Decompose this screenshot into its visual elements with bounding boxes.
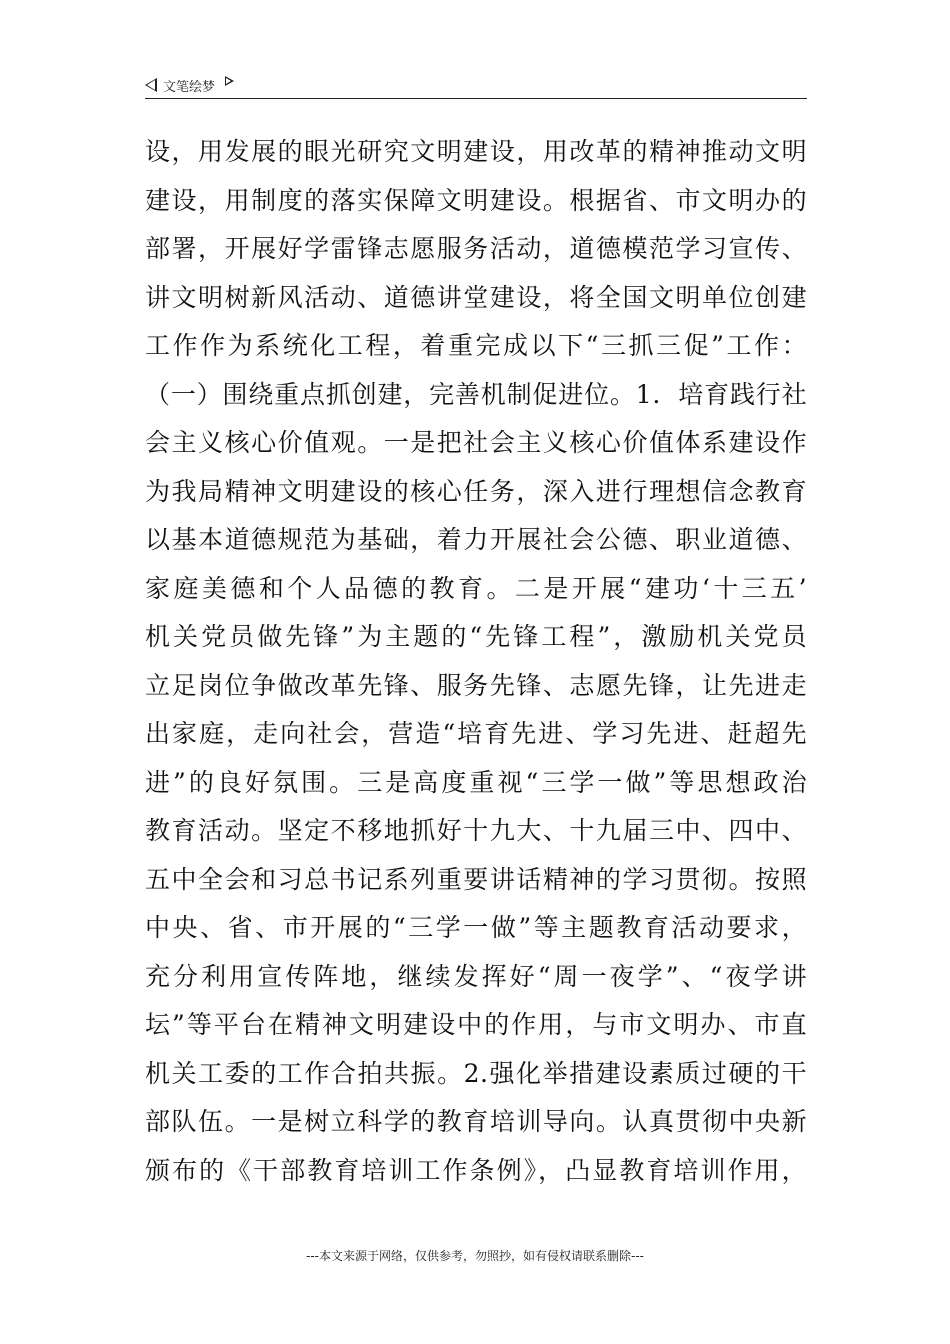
document-body xyxy=(145,128,807,1195)
body-line: 为我局精神文明建设的核心任务，深入进行理想信念教育 xyxy=(145,476,807,506)
body-line: 机关工委的工作合拍共振。2.强化举措建设素质过硬的干 xyxy=(145,1058,807,1088)
body-line: 教育活动。坚定不移地抓好十九大、十九届三中、四中、 xyxy=(145,816,807,845)
body-line: 立足岗位争做改革先锋、服务先锋、志愿先锋，让先进走 xyxy=(145,670,807,700)
page-header xyxy=(145,72,807,98)
body-line: 讲文明树新风活动、道德讲堂建设，将全国文明单位创建 xyxy=(145,282,807,312)
body-line: 中央、省、市开展的“三学一做”等主题教育活动要求， xyxy=(145,913,807,942)
body-line: 充分利用宣传阵地，继续发挥好“周一夜学”、“夜学讲 xyxy=(145,961,807,991)
body-line: 颁布的《干部教育培训工作条例》，凸显教育培训作用， xyxy=(145,1155,807,1185)
body-line: 工作作为系统化工程，着重完成以下“三抓三促”工作： xyxy=(145,331,807,360)
header-title: 文笔绘梦 xyxy=(163,79,216,95)
triangle-right-icon xyxy=(225,76,234,86)
body-line: 部队伍。一是树立科学的教育培训导向。认真贯彻中央新 xyxy=(145,1107,807,1136)
footer-disclaimer: ---本文来源于网络，仅供参考，勿照抄，如有侵权请联系删除--- xyxy=(306,1249,644,1263)
body-line: 进”的良好氛围。三是高度重视“三学一做”等思想政治 xyxy=(145,767,807,797)
body-line: 建设，用制度的落实保障文明建设。根据省、市文明办的 xyxy=(145,185,807,215)
body-line: 以基本道德规范为基础，着力开展社会公德、职业道德、 xyxy=(145,525,807,554)
header-divider xyxy=(145,98,807,99)
body-line: 部署，开展好学雷锋志愿服务活动，道德模范学习宣传、 xyxy=(145,234,807,263)
body-line: 家庭美德和个人品德的教育。二是开展“建功‘十三五’ xyxy=(145,573,807,603)
body-line: 坛”等平台在精神文明建设中的作用，与市文明办、市直 xyxy=(145,1010,807,1039)
body-line: （一）围绕重点抓创建，完善机制促进位。1．培育践行社 xyxy=(145,379,807,409)
triangle-left-icon xyxy=(145,78,157,92)
body-line: 设，用发展的眼光研究文明建设，用改革的精神推动文明 xyxy=(145,137,807,166)
body-line: 五中全会和习总书记系列重要讲话精神的学习贯彻。按照 xyxy=(145,864,807,894)
body-line: 机关党员做先锋”为主题的“先锋工程”，激励机关党员 xyxy=(145,622,807,651)
body-line: 会主义核心价值观。一是把社会主义核心价值体系建设作 xyxy=(145,428,807,457)
body-line: 出家庭，走向社会，营造“培育先进、学习先进、赶超先 xyxy=(145,719,807,748)
